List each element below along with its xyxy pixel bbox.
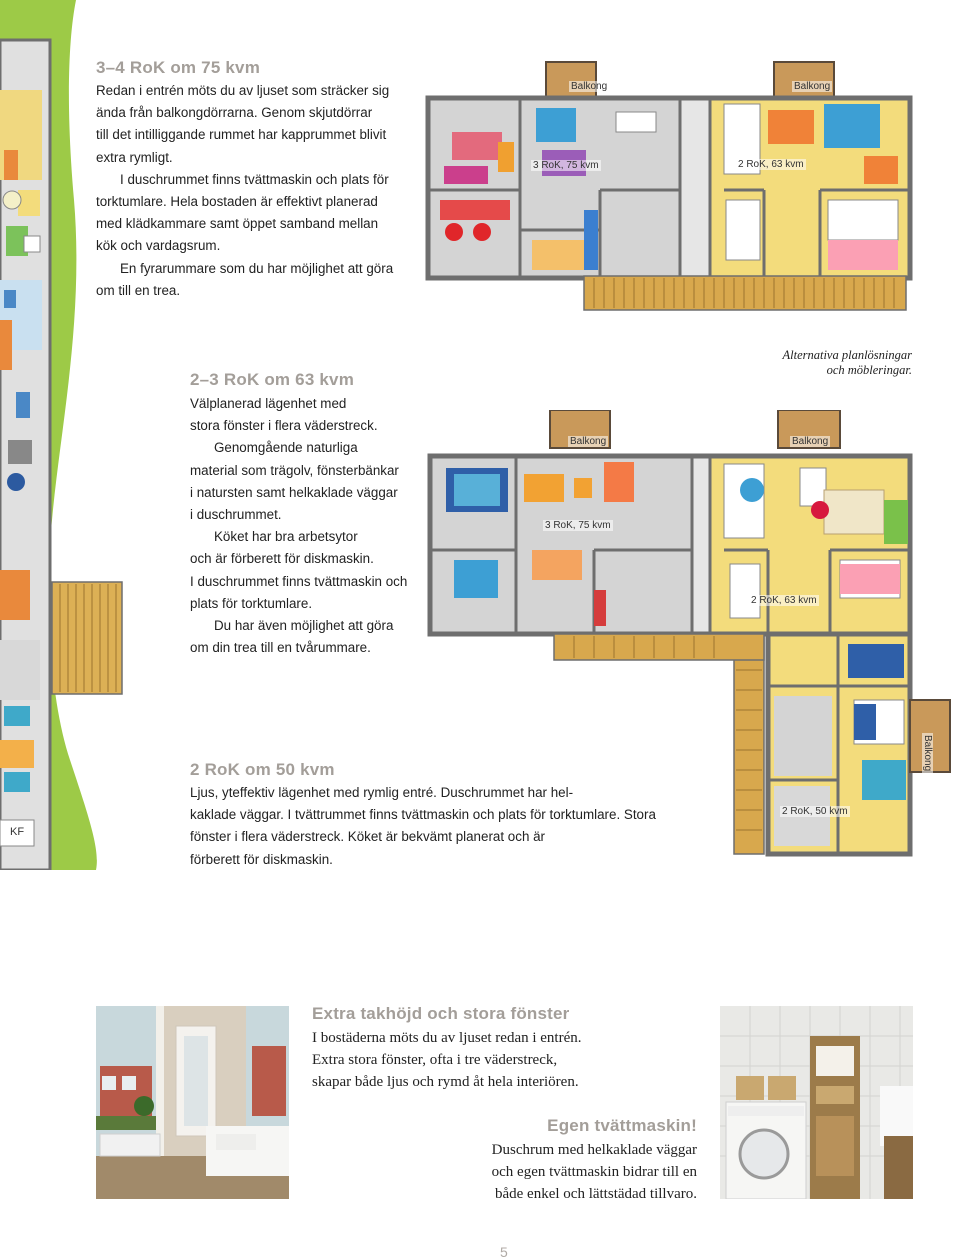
section2-line: i natursten samt helkaklade väggar [190, 484, 398, 500]
plan2-balkong-left: Balkong [570, 436, 607, 447]
plan3-label: 2 RoK, 50 kvm [782, 806, 848, 817]
section2-line: material som trägolv, fönsterbänkar [190, 462, 399, 478]
feature2-body [420, 1139, 697, 1205]
section3-line: Ljus, yteffektiv lägenhet med rymlig entré. Duschrummet har hel- [190, 785, 574, 800]
section1-line: kök och vardagsrum. [96, 238, 221, 254]
feature2-heading: Egen tvättmaskin! [547, 1116, 697, 1135]
section1-line: torktumlare. Hela bostaden är effektivt planerad [96, 194, 378, 210]
section2-line: Genomgående naturliga [214, 440, 358, 456]
plan2-balkong-right: Balkong [792, 436, 829, 447]
section2-line: stora fönster i flera väderstreck. [190, 418, 378, 434]
laundry-photo [720, 1006, 913, 1199]
feature2-line: och egen tvättmaskin bidrar till en [491, 1164, 697, 1180]
plan1-balkong-right: Balkong [794, 81, 831, 92]
section2-line: I duschrummet finns tvättmaskin och [190, 573, 408, 589]
plan1-label-left: 3 RoK, 75 kvm [533, 160, 599, 171]
section2-line: plats för torktumlare. [190, 595, 313, 611]
feature1-line: skapar både ljus och rymd åt hela interiören. [312, 1074, 579, 1090]
section2-line: Du har även möjlighet att göra [214, 618, 394, 634]
floor-plan-1 [424, 60, 916, 312]
plan1-balkong-left: Balkong [571, 81, 608, 92]
alt-caption [700, 348, 912, 378]
bedroom-photo [96, 1006, 289, 1199]
feature1-heading: Extra takhöjd och stora fönster [312, 1004, 570, 1023]
feature1-body [312, 1027, 582, 1093]
section2-body [190, 393, 430, 659]
section1-line: ända från balkongdörrarna. Genom skjutdörrar [96, 105, 373, 121]
section3-heading: 2 RoK om 50 kvm [190, 760, 335, 779]
alt-caption-line1: Alternativa planlösningar [782, 348, 912, 362]
section2-heading: 2–3 RoK om 63 kvm [190, 370, 355, 389]
plan3-balkong: Balkong [922, 735, 933, 772]
plan1-label-right: 2 RoK, 63 kvm [738, 159, 804, 170]
section1-line: med klädkammare samt öppet samband mellan [96, 216, 379, 232]
section3-body [190, 782, 710, 871]
section1-line: till det intilliggande rummet har kapprummet blivit [96, 127, 387, 143]
feature1-line: I bostäderna möts du av ljuset redan i entrén. [312, 1030, 582, 1046]
section1-line: Redan i entrén möts du av ljuset som sträcker sig [96, 83, 390, 98]
section2-line: i duschrummet. [190, 507, 282, 523]
section3-line: fönster i flera väderstreck. Köket är bekvämt planerat och är [190, 829, 546, 845]
section2-line: Välplanerad lägenhet med [190, 396, 347, 411]
section1-heading: 3–4 RoK om 75 kvm [96, 58, 261, 77]
plan2-label-left: 3 RoK, 75 kvm [545, 520, 611, 531]
section1-line: I duschrummet finns tvättmaskin och plats för [120, 171, 389, 187]
section2-line: och är förberett för diskmaskin. [190, 551, 374, 567]
alt-caption-line2: och möbleringar. [826, 363, 912, 377]
feature1-line: Extra stora fönster, ofta i tre väderstreck, [312, 1052, 558, 1068]
section2-line: om din trea till en tvårummare. [190, 640, 371, 656]
feature2-line: Duschrum med helkaklade väggar [491, 1142, 697, 1158]
page-number: 5 [500, 1244, 508, 1260]
section1-body [96, 80, 416, 302]
left-plan-kf-label: KF [10, 826, 25, 838]
section2-line: Köket har bra arbetsytor [214, 529, 358, 545]
section1-line: om till en trea. [96, 282, 181, 298]
section3-line: förberett för diskmaskin. [190, 851, 333, 867]
section1-line: En fyrarummare som du har möjlighet att göra [120, 260, 394, 276]
feature2-line: både enkel och lättstädad tillvaro. [494, 1186, 697, 1202]
plan2-label-right: 2 RoK, 63 kvm [751, 595, 817, 606]
section1-line: extra rymligt. [96, 149, 173, 165]
section3-line: kaklade väggar. I tvättrummet finns tvättmaskin och plats för torktumlare. Stora [190, 807, 656, 823]
